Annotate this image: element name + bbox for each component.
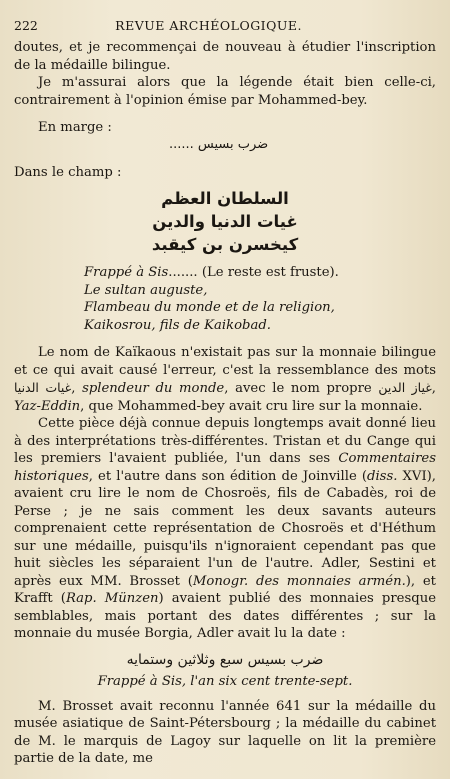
date-translation: Frappé à Sis, l'an six cent trente-sept. <box>97 673 353 689</box>
p4-text-i: ) avaient publié des monnaies presque semblables, mais portant des dates différentes ; sur la monnaie du musée Borgia, Adler avait lu la date : <box>14 591 436 641</box>
paragraph-2: Je m'assurai alors que la légende était bien celle-ci, contrairement à l'opinion émise par Mohammed-bey. <box>14 75 436 108</box>
inscription-translation <box>84 264 436 334</box>
champ-arabic-line-1: السلطان العظم <box>161 189 289 208</box>
champ-arabic-line-3: كيخسرن بن كيقبد <box>151 235 299 254</box>
en-marge-arabic: ضرب بسيس ...... <box>169 137 269 152</box>
p3-italic-yaz-eddin: Yaz-Eddin <box>14 398 81 414</box>
champ-arabic-line-2: غيات الدنيا والدين <box>152 212 298 231</box>
p3-text-f: , que Mohammed-bey avait cru lire sur la monnaie. <box>80 398 423 414</box>
p4-italic-diss: diss. <box>367 468 398 484</box>
translation-line-1-rest: ....... (Le reste est fruste). <box>168 265 339 280</box>
p3-text-a: Le nom de Kaïkaous n'existait pas sur la monnaie bilingue et ce qui avait causé l'erreur, c'est la ressemblance des mots <box>14 345 436 378</box>
p3-arabic-2: غياز الدين <box>378 380 432 395</box>
p4-italic-monogr: Monogr. des monnaies armén. <box>192 573 406 589</box>
translation-line-3: Flambeau du monde et de la religion, <box>84 300 335 315</box>
translation-line-1-italic: Frappé à Sis <box>84 265 169 280</box>
p3-arabic-1: غيات الدنيا <box>14 380 72 395</box>
paragraph-4 <box>14 415 436 643</box>
champ-inscription <box>14 187 436 256</box>
en-marge-label: En marge : <box>38 120 112 135</box>
paragraph-5: M. Brosset avait reconnu l'année 641 sur la médaille du musée asiatique de Saint-Pétersbourg ; la médaille du cabinet de M. le marquis de Lagoy sur laquelle on lit la première partie de la date, me <box>14 698 436 766</box>
page-header <box>14 18 412 33</box>
page-number: 222 <box>14 18 38 33</box>
p4-text-c: , et l'autre dans son édition de Joinville ( <box>88 468 368 484</box>
dans-le-champ-label: Dans le champ : <box>14 165 122 180</box>
p3-text-c: , avec le nom propre <box>224 381 372 396</box>
p4-text-a: Cette pièce déjà connue depuis longtemps avait donné lieu à des interprétations très-différentes. Tristan et du Cange qui les premiers l'avaient publiée, l'un dans ses <box>14 416 436 466</box>
translation-line-2: Le sultan auguste, <box>84 282 208 298</box>
p3-italic-splendeur: splendeur du monde <box>82 381 225 396</box>
date-arabic: ضرب بسيس سبع وثلاثين وستمايه <box>126 651 324 668</box>
p4-text-g: ), et Krafft ( <box>14 573 436 606</box>
translation-line-4: Kaikosrou, fils de Kaikobad. <box>84 317 271 333</box>
running-title: REVUE ARCHÉOLOGIQUE. <box>115 18 302 33</box>
p4-italic-commentaires: Commentaires historiques <box>14 451 436 484</box>
paragraph-3: Le nom de Kaïkaous n'existait pas sur la monnaie bilingue et ce qui avait causé l'erreur, c'est la ressemblance des mots غيات الدنيا, splendeur du monde, avec le nom propre غياز الدين, Yaz-Eddin, que Mohammed-bey avait cru lire sur la monnaie. <box>14 345 436 414</box>
p4-text-e: XVI), avaient cru lire le nom de Chosroës, fils de Cabadès, roi de Perse ; je ne sais comment les deux savants auteurs comprenaient cette représentation de Chosroës et d'Héthum sur une médaille, puisqu'ils n'ignoraient cependant pas que huit siècles les séparaient l'un de l'autre. Adler, Sestini et après eux MM. Brosset ( <box>14 468 436 589</box>
p4-italic-rap-munzen: Rap. Münzen <box>65 591 159 606</box>
p3-text-d: , <box>431 381 436 396</box>
paragraph-1: doutes, et je recommençai de nouveau à étudier l'inscription de la médaille bilingue. <box>14 40 436 73</box>
